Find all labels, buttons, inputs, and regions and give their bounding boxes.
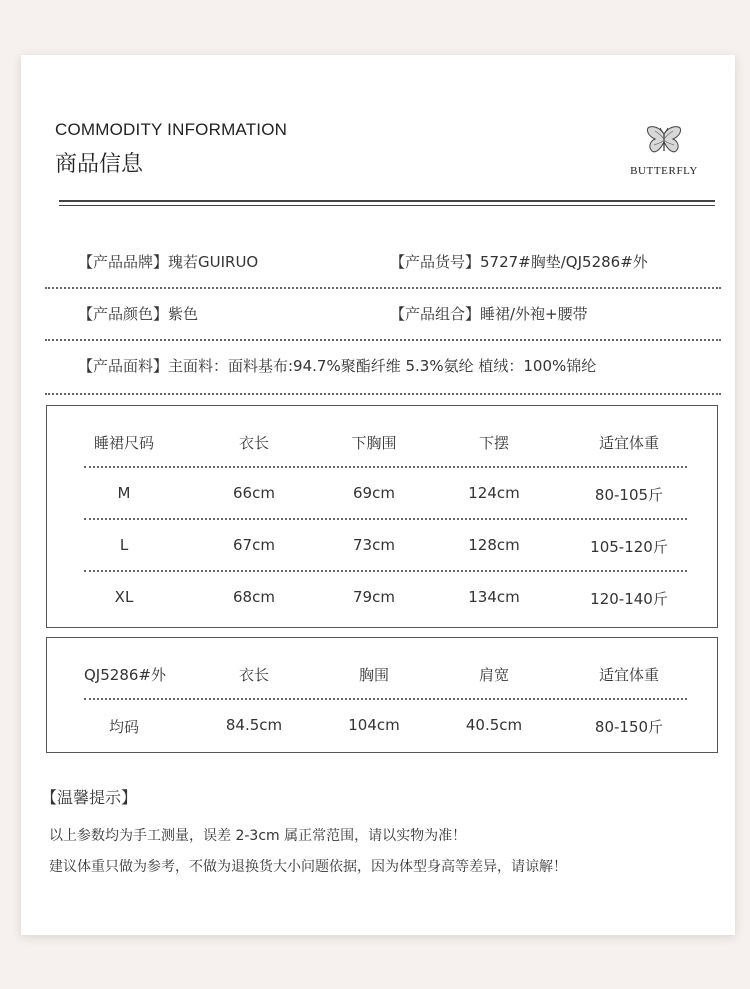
table-row [84, 698, 687, 750]
table-cell: 79cm [353, 588, 395, 606]
info-row-color [45, 287, 721, 341]
tip-line: 以上参数均为手工测量，误差 2-3cm 属正常范围，请以实物为准！ [49, 828, 467, 844]
tip-line: 建议体重只做为参考，不做为退换货大小问题依据，因为体型身高等差异，请谅解！ [49, 859, 567, 875]
product-color: 【产品颜色】紫色 [78, 305, 199, 323]
header-divider-thin [59, 205, 715, 206]
table-header: 衣长 [238, 666, 269, 684]
table-cell: 80-150斤 [594, 718, 664, 736]
logo-text: BUTTERFLY [630, 165, 698, 177]
table-row [84, 518, 687, 572]
table-cell: 120-140斤 [590, 590, 668, 608]
table-header: 肩宽 [478, 666, 509, 684]
table-cell: 69cm [353, 484, 395, 502]
table-cell: 84.5cm [225, 716, 283, 734]
table-header: 适宜体重 [598, 666, 659, 684]
table-header: 胸围 [358, 666, 389, 684]
tips-title: 【温馨提示】 [41, 788, 138, 807]
table-header: 衣长 [238, 434, 269, 452]
table-cell: 128cm [468, 536, 520, 554]
table-cell: 67cm [233, 536, 275, 554]
table-header: 下胸围 [351, 434, 397, 452]
product-item-no: 【产品货号】5727#胸垫/QJ5286#外 [390, 253, 648, 271]
table-cell: L [119, 536, 129, 554]
table-cell: 73cm [353, 536, 395, 554]
table-row [84, 466, 687, 520]
table-cell: 68cm [233, 588, 275, 606]
product-brand: 【产品品牌】瑰若GUIRUO [78, 253, 259, 271]
table-header: 下摆 [478, 434, 509, 452]
brand-logo [619, 125, 709, 177]
info-row-fabric [45, 339, 721, 395]
info-row-brand [45, 235, 721, 289]
table-header: 适宜体重 [598, 434, 659, 452]
table-header-row [84, 646, 687, 700]
product-info-card [21, 55, 735, 935]
table-cell: 80-105斤 [594, 486, 664, 504]
table-cell: 124cm [468, 484, 520, 502]
size-table-robe [46, 637, 718, 753]
product-fabric: 【产品面料】主面料：面料基布:94.7%聚酯纤维 5.3%氨纶 植绒：100%锦纶 [78, 357, 597, 375]
table-cell: 134cm [468, 588, 520, 606]
section-title-cn: 商品信息 [55, 152, 144, 177]
table-header: 睡裙尺码 [93, 434, 154, 452]
table-cell: 66cm [233, 484, 275, 502]
size-table-dress [46, 405, 718, 628]
section-title-en: COMMODITY INFORMATION [55, 120, 288, 139]
table-cell: M [117, 484, 131, 502]
table-cell: 104cm [348, 716, 400, 734]
table-cell: XL [114, 588, 134, 606]
table-header: QJ5286#外 [84, 666, 166, 684]
butterfly-icon [645, 125, 683, 159]
product-combo: 【产品组合】睡裙/外袍+腰带 [390, 305, 588, 323]
table-row [84, 570, 687, 622]
table-cell: 40.5cm [465, 716, 523, 734]
header-divider [59, 200, 715, 202]
table-header-row [84, 414, 687, 468]
table-cell: 105-120斤 [590, 538, 668, 556]
table-cell: 均码 [108, 718, 139, 736]
